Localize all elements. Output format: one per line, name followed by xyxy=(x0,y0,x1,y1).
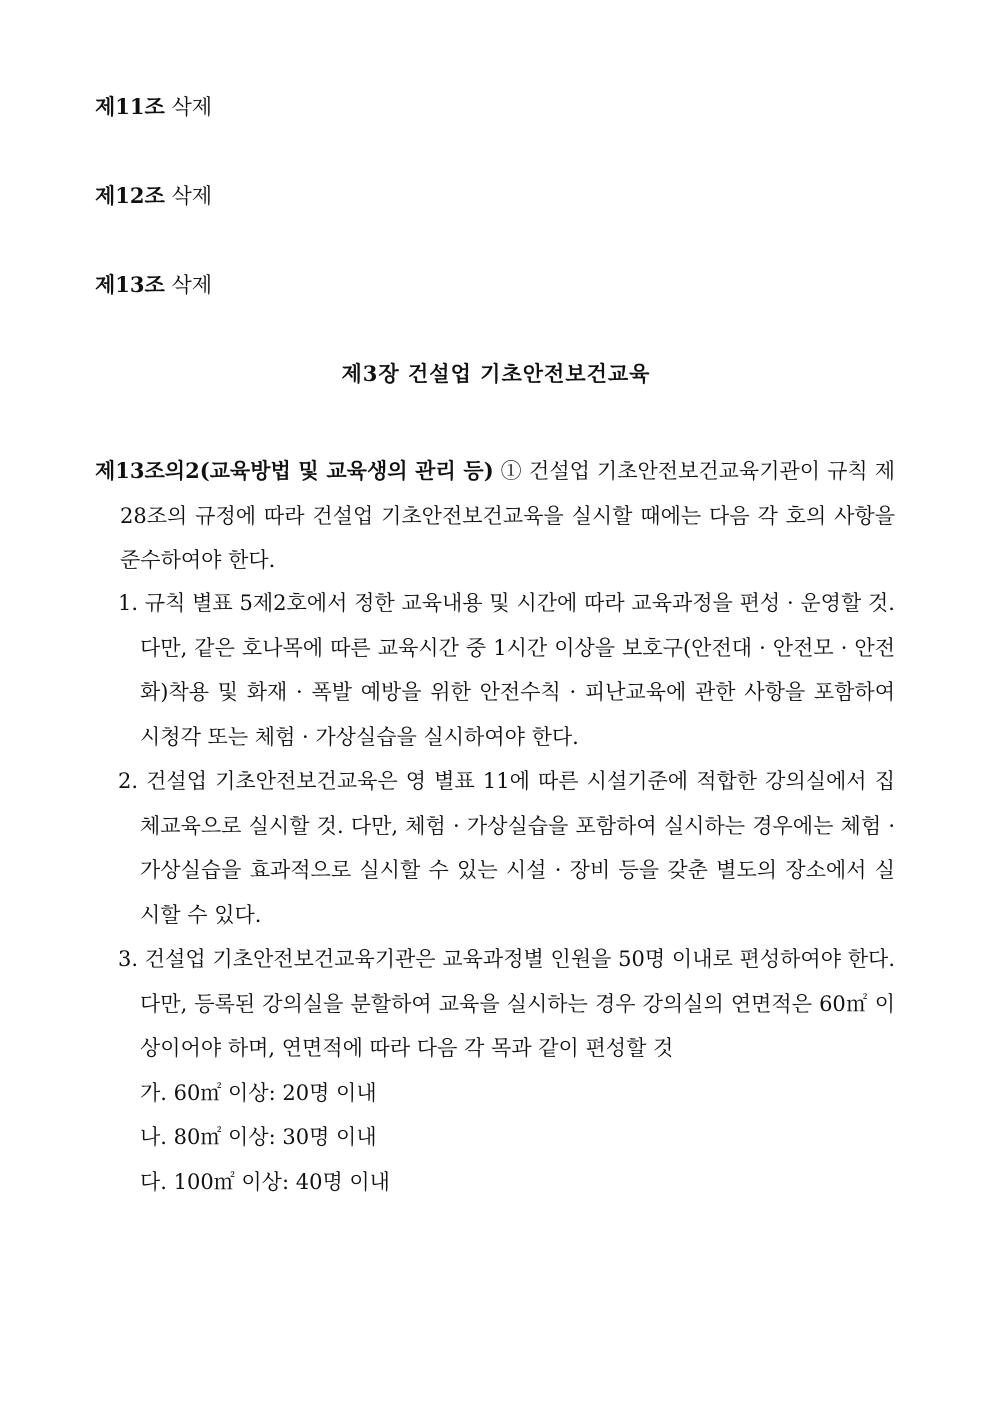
sub-items xyxy=(118,1071,895,1205)
sub-item-na: 나. 80㎡ 이상: 30명 이내 xyxy=(140,1125,377,1149)
article-number: 제11조 xyxy=(95,94,165,119)
sub-item-da: 다. 100㎡ 이상: 40명 이내 xyxy=(140,1169,390,1194)
article-text: 삭제 xyxy=(171,273,213,297)
article-text: 삭제 xyxy=(171,184,213,208)
article-items xyxy=(118,581,895,1204)
article-text: 삭제 xyxy=(171,95,213,119)
article-body-text: ① 건설업 기초안전보건교육기관이 규칙 제28조의 규정에 따라 건설업 기초안전보건교육을 실시할 때에는 다음 각 호의 사항을 준수하여야 한다. xyxy=(120,459,895,572)
chapter-title: 제3장 건설업 기초안전보건교육 xyxy=(341,361,651,386)
article-13-2 xyxy=(95,449,895,583)
article-heading: 제13조의2(교육방법 및 교육생의 관리 등) xyxy=(95,458,494,483)
article-number: 제12조 xyxy=(95,183,165,208)
deleted-article-13 xyxy=(95,271,212,299)
list-item-1: 1. 규칙 별표 5제2호에서 정한 교육내용 및 시간에 따라 교육과정을 편성 · 운영할 것. 다만, 같은 호나목에 따른 교육시간 중 1시간 이상을 보호구(안전대 · 안전모 · 안전화)착용 및 화재 · 폭발 예방을 위한 안전수칙 · 피난교육에 관한 사항을 포함하여 시청각 또는 체험 · 가상실습을 실시하여야 한다. xyxy=(118,591,895,749)
list-item-3: 3. 건설업 기초안전보건교육기관은 교육과정별 인원을 50명 이내로 편성하여야 한다. 다만, 등록된 강의실을 분할하여 교육을 실시하는 경우 강의실의 연면적은 60㎡ 이상이어야 하며, 연면적에 따라 다음 각 목과 같이 편성할 것 xyxy=(118,947,895,1060)
article-number: 제13조 xyxy=(95,272,165,297)
deleted-article-11 xyxy=(95,93,212,121)
list-item-2: 2. 건설업 기초안전보건교육은 영 별표 11에 따른 시설기준에 적합한 강의실에서 집체교육으로 실시할 것. 다만, 체험 · 가상실습을 포함하여 실시하는 경우에는 체험 · 가상실습을 효과적으로 실시할 수 있는 시설 · 장비 등을 갖춘 별도의 장소에서 실시할 수 있다. xyxy=(118,769,895,927)
deleted-article-12 xyxy=(95,182,212,210)
sub-item-ga: 가. 60㎡ 이상: 20명 이내 xyxy=(140,1080,377,1105)
article-paragraph xyxy=(95,449,895,583)
